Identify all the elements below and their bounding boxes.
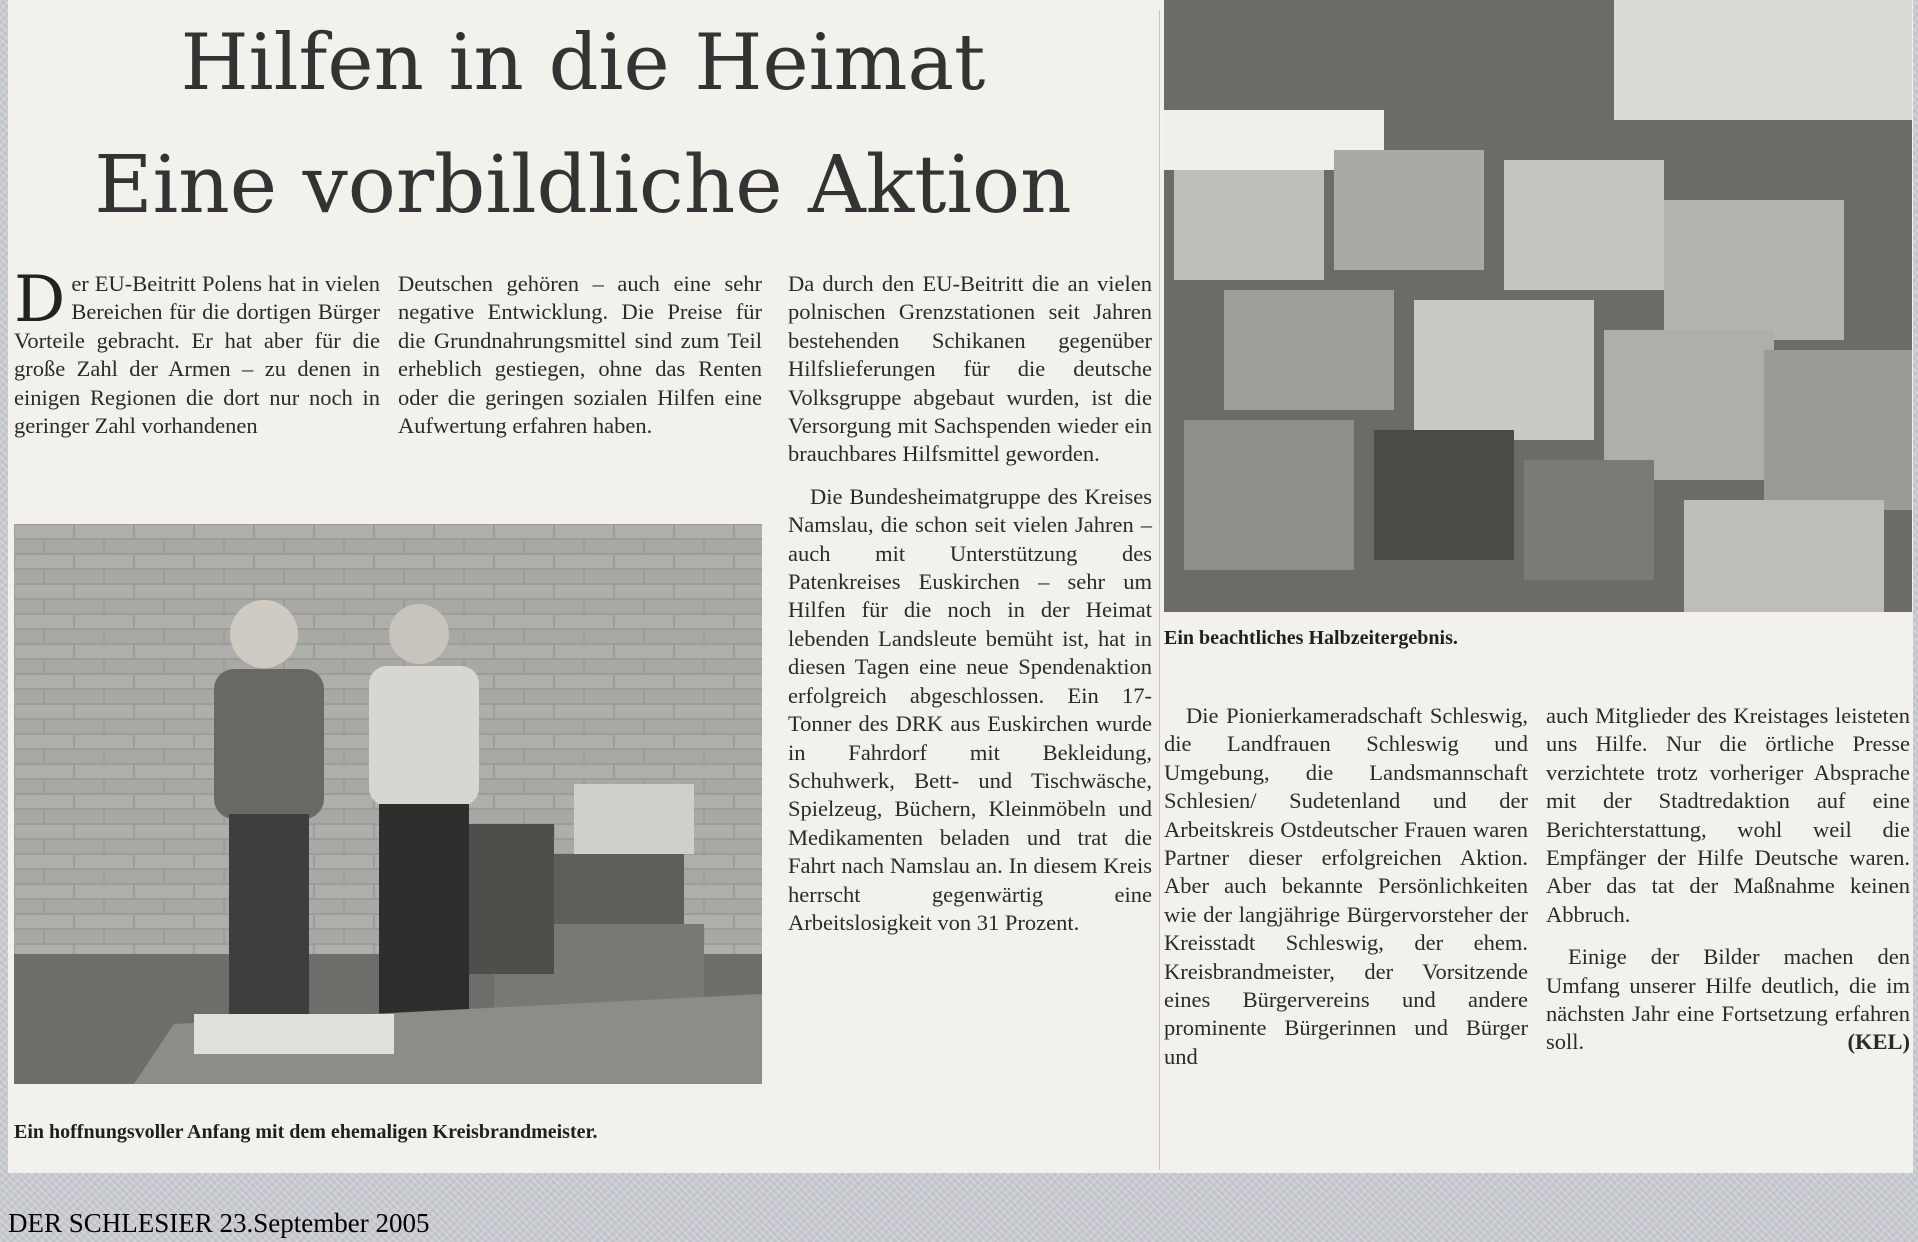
photo-men-illustration xyxy=(14,524,762,1084)
photo-boxes-illustration xyxy=(1164,0,1912,612)
photo-men-with-donations xyxy=(14,524,762,1084)
newspaper-clipping xyxy=(8,0,1913,1173)
source-citation: DER SCHLESIER 23.September 2005 xyxy=(8,1208,430,1238)
column-5-paragraph-2: Einige der Bilder machen den Umfang unserer Hilfe deutlich, die im nächsten Jahr eine Fortsetzung erfahren soll. xyxy=(1546,944,1910,1055)
headline-line-1: Hilfen in die Heimat xyxy=(180,18,986,108)
article-column-1 xyxy=(14,263,380,454)
drop-cap: D xyxy=(14,263,66,337)
column-3-paragraph-1: Da durch den EU-Beitritt die an vielen polnischen Grenzstationen seit Jahren bestehenden Schikanen gegenüber Hilfslieferungen für die deutsche Volksgruppe abgebaut wurden, ist die Versorgung mit Sachspenden wieder ein brauchbares Hilfsmittel geworden. xyxy=(788,271,1152,467)
column-4-text: Die Pionierkameradschaft Schleswig, die Landfrauen Schleswig und Umgebung, die Landsmannschaft Schlesien/ Sudetenland und der Arbeitskreis Ostdeutscher Frauen waren Partner dieser erfolgreichen Aktion. Aber auch bekannte Persönlichkeiten wie der langjährige Bürgervorsteher der Kreisstadt Schleswig, der ehem. Kreisbrandmeister, der Vorsitzende eines Bürgervereins und andere prominente Bürgerinnen und Bürger und xyxy=(1164,703,1528,1069)
article-column-3 xyxy=(788,270,1152,951)
column-3-paragraph-2: Die Bundesheimatgruppe des Kreises Namslau, die schon seit vielen Jahren – auch mit Unterstützung des Patenkreises Euskirchen – sehr um Hilfen für die noch in der Heimat lebenden Landsleute bemüht ist, hat in diesen Tagen eine neue Spendenaktion erfolgreich abgeschlossen. Ein 17-Tonner des DRK aus Euskirchen wurde in Fahrdorf mit Bekleidung, Schuhwerk, Bett- und Tischwäsche, Spielzeug, Büchern, Kleinmöbeln und Medikamenten beladen und trat die Fahrt nach Namslau an. In diesem Kreis herrscht gegenwärtig eine Arbeitslosigkeit von 31 Prozent. xyxy=(788,483,1152,935)
article-column-2 xyxy=(398,270,762,454)
article-column-4 xyxy=(1164,702,1528,1085)
column-5-paragraph-1: auch Mitglieder des Kreistages leisteten uns Hilfe. Nur die örtliche Presse verzichtete trotz vorheriger Absprache mit der Stadtredaktion auf eine Berichterstattung, wohl weil die Empfänger der Hilfe Deutsche waren. Aber das tat der Maßnahme keinen Abbruch. xyxy=(1546,703,1910,927)
author-signature: (KEL) xyxy=(1847,1029,1910,1055)
article-column-5 xyxy=(1546,702,1910,1071)
column-2-text: Deutschen gehören – auch eine sehr negative Entwicklung. Die Preise für die Grundnahrungsmittel sind zum Teil erheblich gestiegen, ohne das Renten oder die geringen sozialen Hilfen eine Aufwertung erfahren haben. xyxy=(398,271,762,439)
headline-line-2: Eine vorbildliche Aktion xyxy=(94,138,1072,231)
column-1-text: er EU-Beitritt Polens hat in vielen Bereichen für die dortigen Bürger Vorteile gebracht. Er hat aber für die große Zahl der Armen – zu denen in einigen Regionen die dort nur noch in geringer Zahl vorhandenen xyxy=(14,271,380,439)
column-divider xyxy=(1159,10,1160,1170)
caption-right-photo: Ein beachtliches Halbzeitergebnis. xyxy=(1164,627,1458,649)
caption-left-photo: Ein hoffnungsvoller Anfang mit dem ehemaligen Kreisbrandmeister. xyxy=(14,1121,598,1143)
photo-donation-boxes xyxy=(1164,0,1912,612)
